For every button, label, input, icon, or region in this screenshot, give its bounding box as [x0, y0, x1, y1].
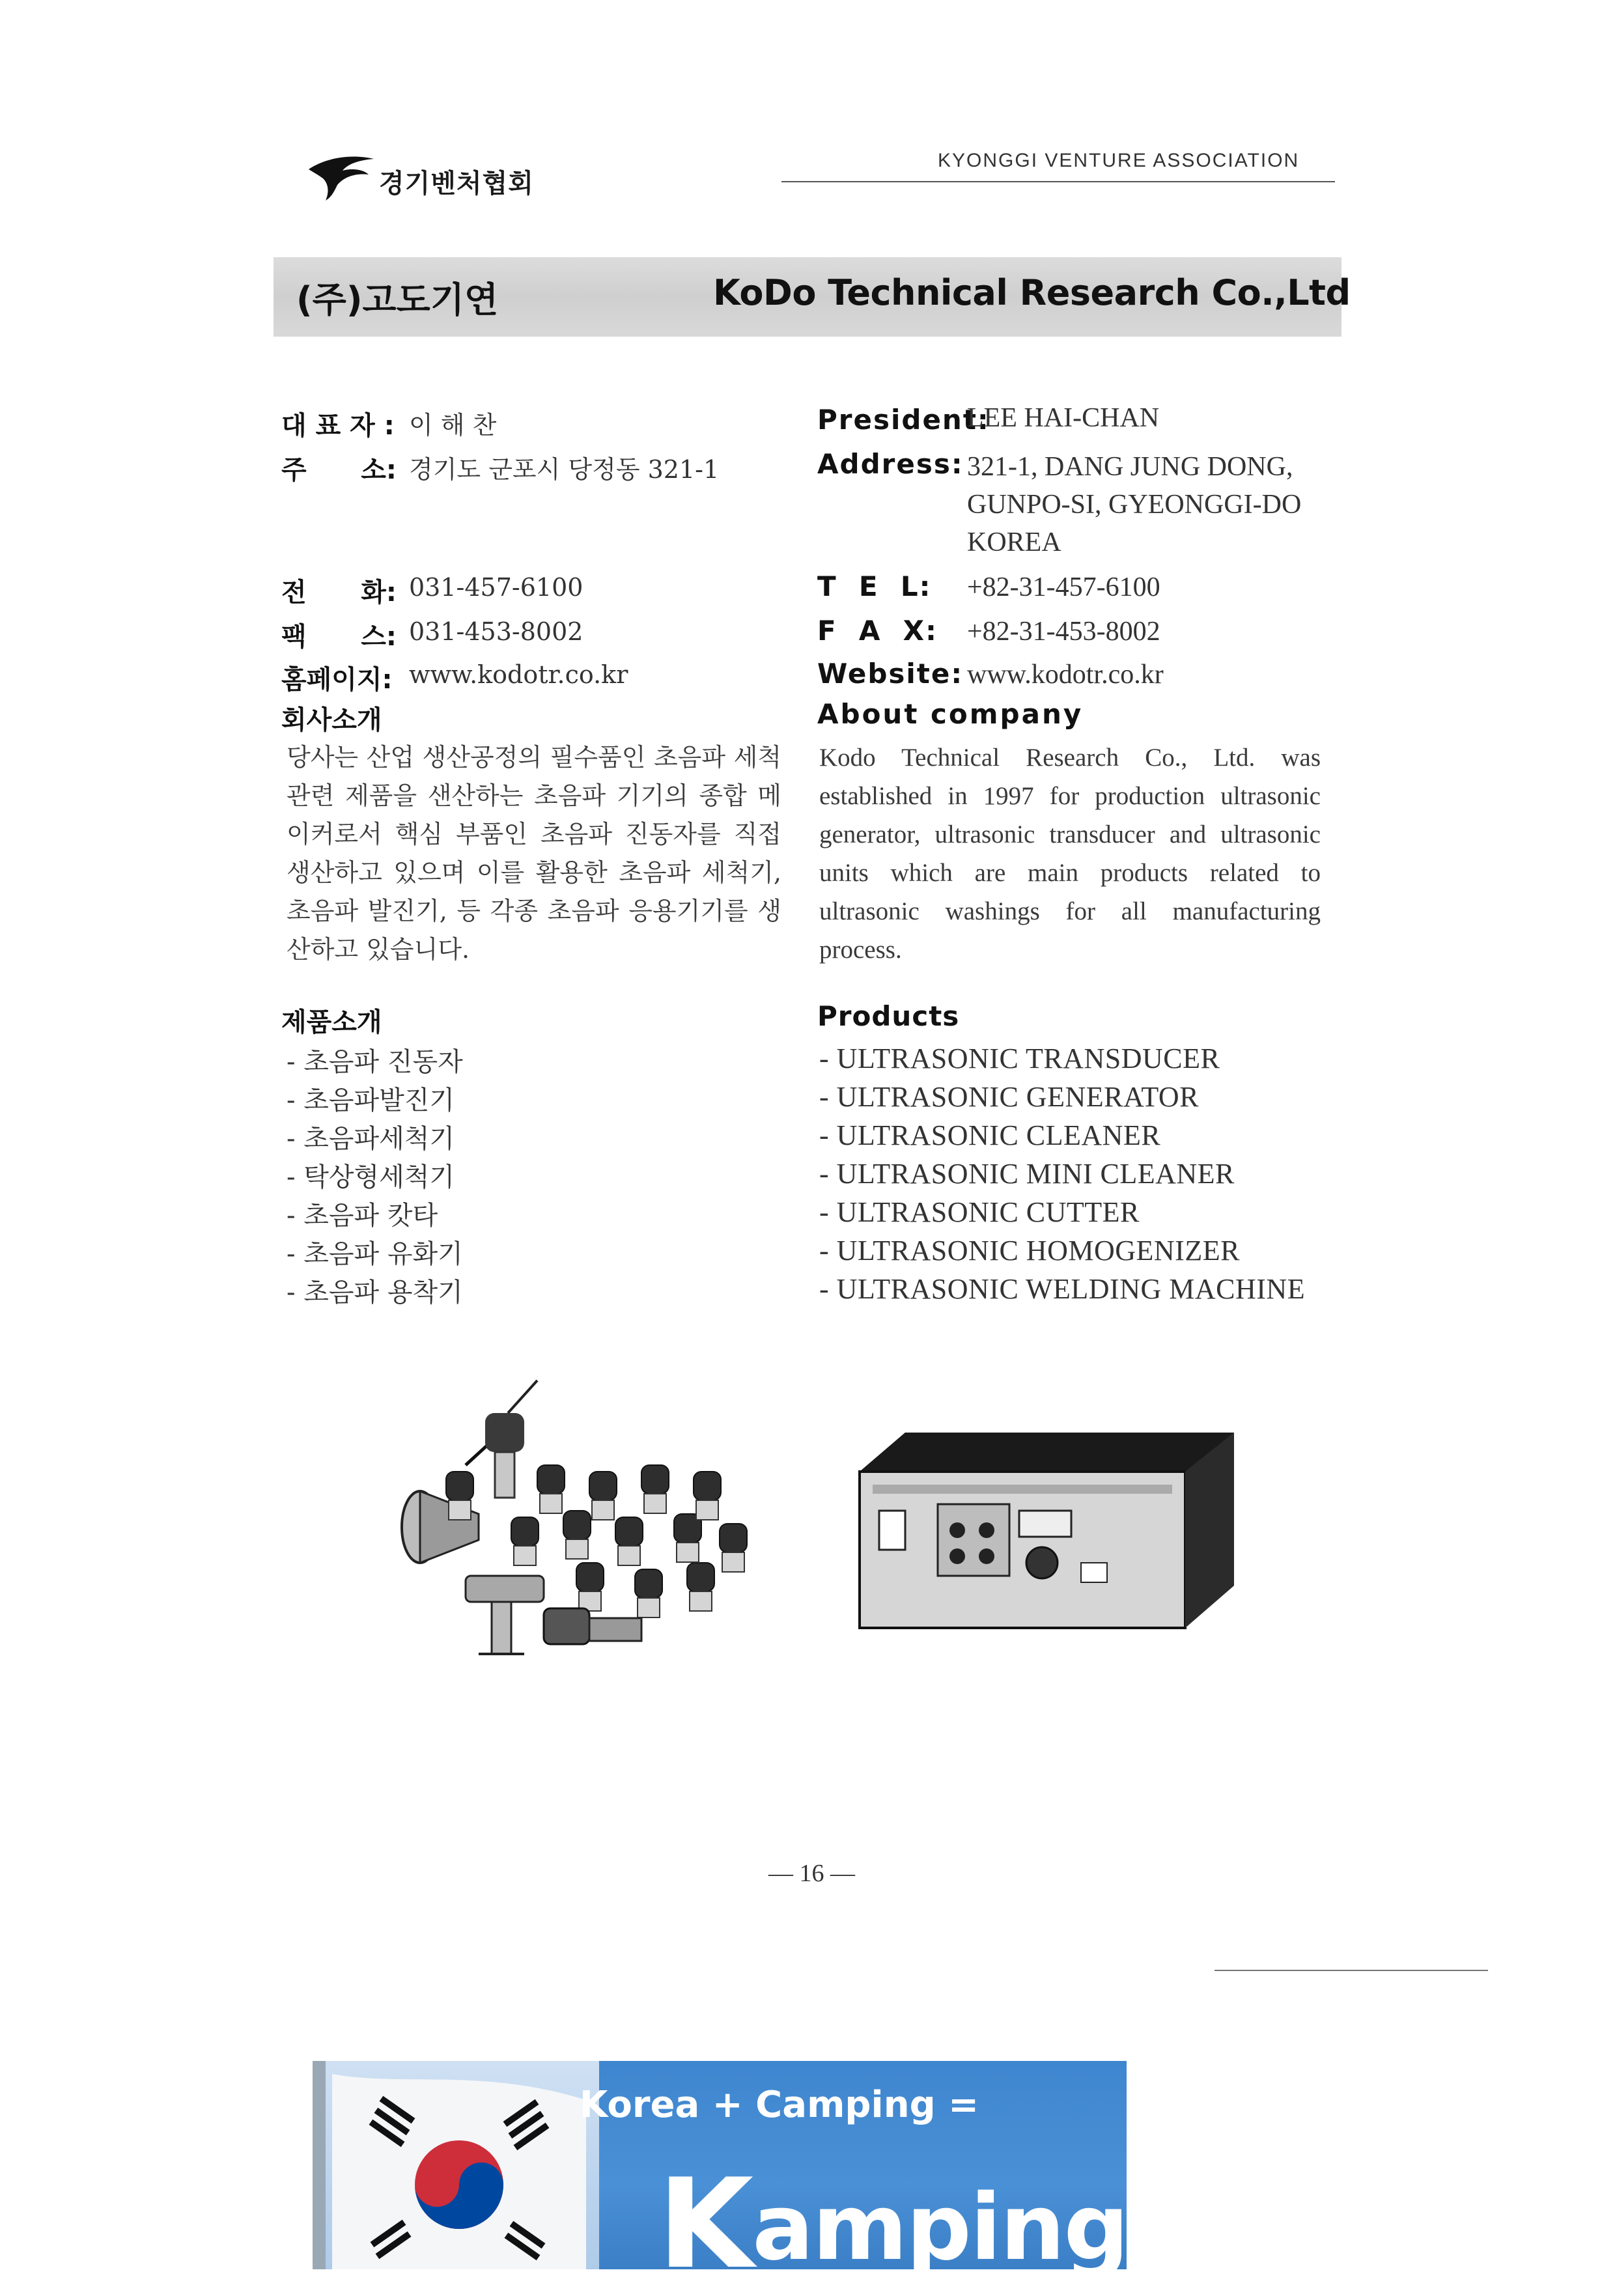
product-list-ko: [287, 1043, 463, 1312]
banner-brand-initial: K: [658, 2152, 753, 2296]
product-ko-item: - 탁상형세척기: [287, 1162, 455, 1192]
transducers-photo: [381, 1367, 798, 1673]
address-line-3-en: KOREA: [967, 527, 1061, 557]
fax-value-ko: 031-453-8002: [409, 617, 583, 646]
product-en-item: - ULTRASONIC GENERATOR: [819, 1081, 1200, 1113]
fax-value-en: +82-31-453-8002: [967, 617, 1160, 647]
product-en-item: - ULTRASONIC CUTTER: [819, 1196, 1140, 1228]
address-label-ko: 주 소:: [281, 455, 397, 485]
product-en-item: - ULTRASONIC HOMOGENIZER: [819, 1235, 1240, 1267]
banner-brand: [658, 2152, 1253, 2296]
homepage-label-ko: 홈페이지:: [281, 665, 393, 695]
fax-label-en: F A X:: [817, 615, 938, 647]
address-value-en: [967, 448, 1301, 561]
product-ko-item: - 초음파 용착기: [287, 1278, 463, 1308]
product-en-item: - ULTRASONIC CLEANER: [819, 1119, 1161, 1151]
homepage-value-ko: www.kodotr.co.kr: [409, 660, 628, 689]
header-divider: [781, 181, 1335, 182]
association-logo: [306, 145, 567, 203]
address-label-en: Address:: [817, 448, 964, 480]
tel-value-en: +82-31-457-6100: [967, 572, 1160, 602]
tel-label-en: T E L:: [817, 570, 932, 602]
product-ko-item: - 초음파발진기: [287, 1085, 455, 1115]
product-en-item: - ULTRASONIC TRANSDUCER: [819, 1043, 1220, 1074]
banner-domain-suffix: .co.kr: [1127, 2223, 1253, 2269]
banner-brand-rest: amping: [752, 2175, 1128, 2281]
bottom-divider: [1215, 1970, 1488, 1971]
products-heading-ko: 제품소개: [281, 1007, 382, 1037]
korean-flag-icon: [313, 2061, 599, 2269]
tel-value-ko: 031-457-6100: [409, 573, 583, 602]
about-heading-ko: 회사소개: [281, 705, 382, 735]
banner-tagline: Korea + Camping =: [580, 2084, 979, 2126]
president-value-ko: 이 해 찬: [409, 411, 497, 440]
association-name: KYONGGI VENTURE ASSOCIATION: [938, 150, 1300, 171]
website-value-en: www.kodotr.co.kr: [967, 660, 1164, 690]
company-name-korean: (주)고도기연: [296, 279, 499, 320]
about-text-ko: 당사는 산업 생산공정의 필수품인 초음파 세척 관련 제품을 샌산하는 초음파 기기의 종합 메이커로서 핵심 부품인 초음파 진동자를 직접 생산하고 있으며 이를 활용한 초음파 세척기, 초음파 발진기, 등 각종 초음파 응용기기를 생산하고 있습니다.: [287, 743, 781, 964]
swallow-logo-icon: [306, 145, 378, 203]
products-heading-en: Products: [817, 1000, 960, 1032]
about-text-en: Kodo Technical Research Co., Ltd. was established in 1997 for production ultrasonic generator, ultrasonic transducer and ultrasonic units which are main products related to ultrasonic washings for all manufacturing process.: [819, 744, 1321, 964]
about-heading-en: About company: [817, 698, 1084, 730]
president-label-en: President:: [817, 404, 990, 436]
president-label-ko: 대 표 자 :: [281, 411, 395, 441]
kamping-banner[interactable]: [313, 2061, 1253, 2296]
generator-illustration: [847, 1433, 1234, 1628]
tel-label-ko: 전 화:: [281, 578, 397, 608]
address-value-ko: 경기도 군포시 당정동 321-1: [409, 455, 720, 484]
association-logo-text: 경기벤처협회: [379, 169, 534, 199]
product-ko-item: - 초음파세척기: [287, 1124, 455, 1154]
product-ko-item: - 초음파 유화기: [287, 1239, 463, 1269]
address-line-1-en: 321-1, DANG JUNG DONG,: [967, 452, 1293, 482]
product-ko-item: - 초음파 캇타: [287, 1201, 438, 1231]
website-label-en: Website:: [817, 658, 964, 690]
president-value-en: LEE HAI-CHAN: [967, 403, 1160, 433]
transducers-illustration: [381, 1367, 798, 1673]
fax-label-ko: 팩 스:: [281, 622, 397, 652]
korean-flag-illustration: [313, 2061, 599, 2269]
address-line-2-en: GUNPO-SI, GYEONGGI-DO: [967, 490, 1302, 520]
product-en-item: - ULTRASONIC MINI CLEANER: [819, 1158, 1235, 1190]
company-name-english: KoDo Technical Research Co.,Ltd: [713, 272, 1351, 313]
product-ko-item: - 초음파 진동자: [287, 1047, 463, 1077]
generator-photo: [847, 1433, 1234, 1628]
product-en-item: - ULTRASONIC WELDING MACHINE: [819, 1273, 1306, 1305]
page-number: — 16 —: [768, 1860, 855, 1887]
product-list-en: [819, 1039, 1305, 1308]
